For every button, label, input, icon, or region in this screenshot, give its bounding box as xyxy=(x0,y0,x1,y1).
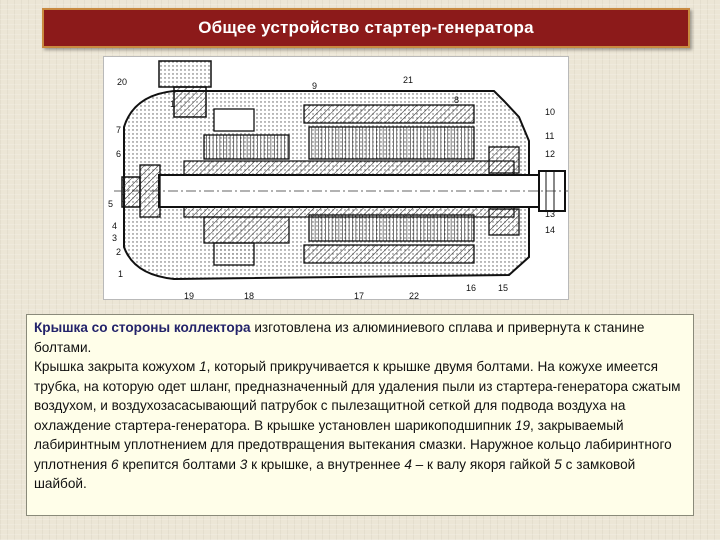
callout: 1 xyxy=(118,269,124,279)
bearing-19 xyxy=(122,177,140,207)
callout: 3 xyxy=(112,233,118,243)
callout: 13 xyxy=(545,209,556,219)
callout: 20 xyxy=(117,77,128,87)
callout: 11 xyxy=(545,131,555,141)
callout: 6 xyxy=(116,149,122,159)
callout: 8 xyxy=(454,95,460,105)
paragraph-1: Крышка со стороны коллектора изготовлена из алюминиевого сплава и привернута к станине болтами. xyxy=(34,320,645,355)
callout: 17 xyxy=(354,291,365,301)
callout: 14 xyxy=(545,225,556,235)
callout: 5 xyxy=(108,199,114,209)
collector xyxy=(204,135,289,159)
callout: 7 xyxy=(116,125,122,135)
callout: 10 xyxy=(545,107,556,117)
callout: 1 xyxy=(170,99,176,109)
callout: 9 xyxy=(312,81,318,91)
starter-generator-drawing xyxy=(103,56,569,300)
callout: 18 xyxy=(244,291,255,301)
callout: 21 xyxy=(403,75,414,85)
description-text-box xyxy=(26,314,694,516)
cross-section-svg xyxy=(104,57,570,301)
callout: 16 xyxy=(466,283,477,293)
callout: 19 xyxy=(184,291,195,301)
callout: 12 xyxy=(545,149,556,159)
callout: 4 xyxy=(112,221,118,231)
callout: 22 xyxy=(409,291,420,301)
callout: 2 xyxy=(116,247,122,257)
slide-title: Общее устройство стартер-генератора xyxy=(198,18,534,37)
paragraph-2: Крышка закрыта кожухом 1, который прикручивается к крышке двумя болтами. На кожухе имеется трубка, на которую одет шланг, предназначенный для удаления пыли из стартера-генератора сжатым воздухом, и воздухозасасывающий патрубок с пылезащитной сеткой для подвода воздуха на охлаждение стартера-генератора. В крышке установлен шарикоподшипник 19, закрываемый лабиринтным уплотнением для предотвращения вытекания смазки. Наружное кольцо лабиринтного уплотнения 6 крепится болтами 3 к крышке, а внутреннее 4 – к валу якоря гайкой 5 с замковой шайбой. xyxy=(34,359,681,491)
keyword-collector-cover: Крышка со стороны коллектора xyxy=(34,320,251,335)
armature-winding-top xyxy=(309,127,474,159)
callout: 15 xyxy=(498,283,509,293)
slide-title-bar xyxy=(42,8,690,48)
